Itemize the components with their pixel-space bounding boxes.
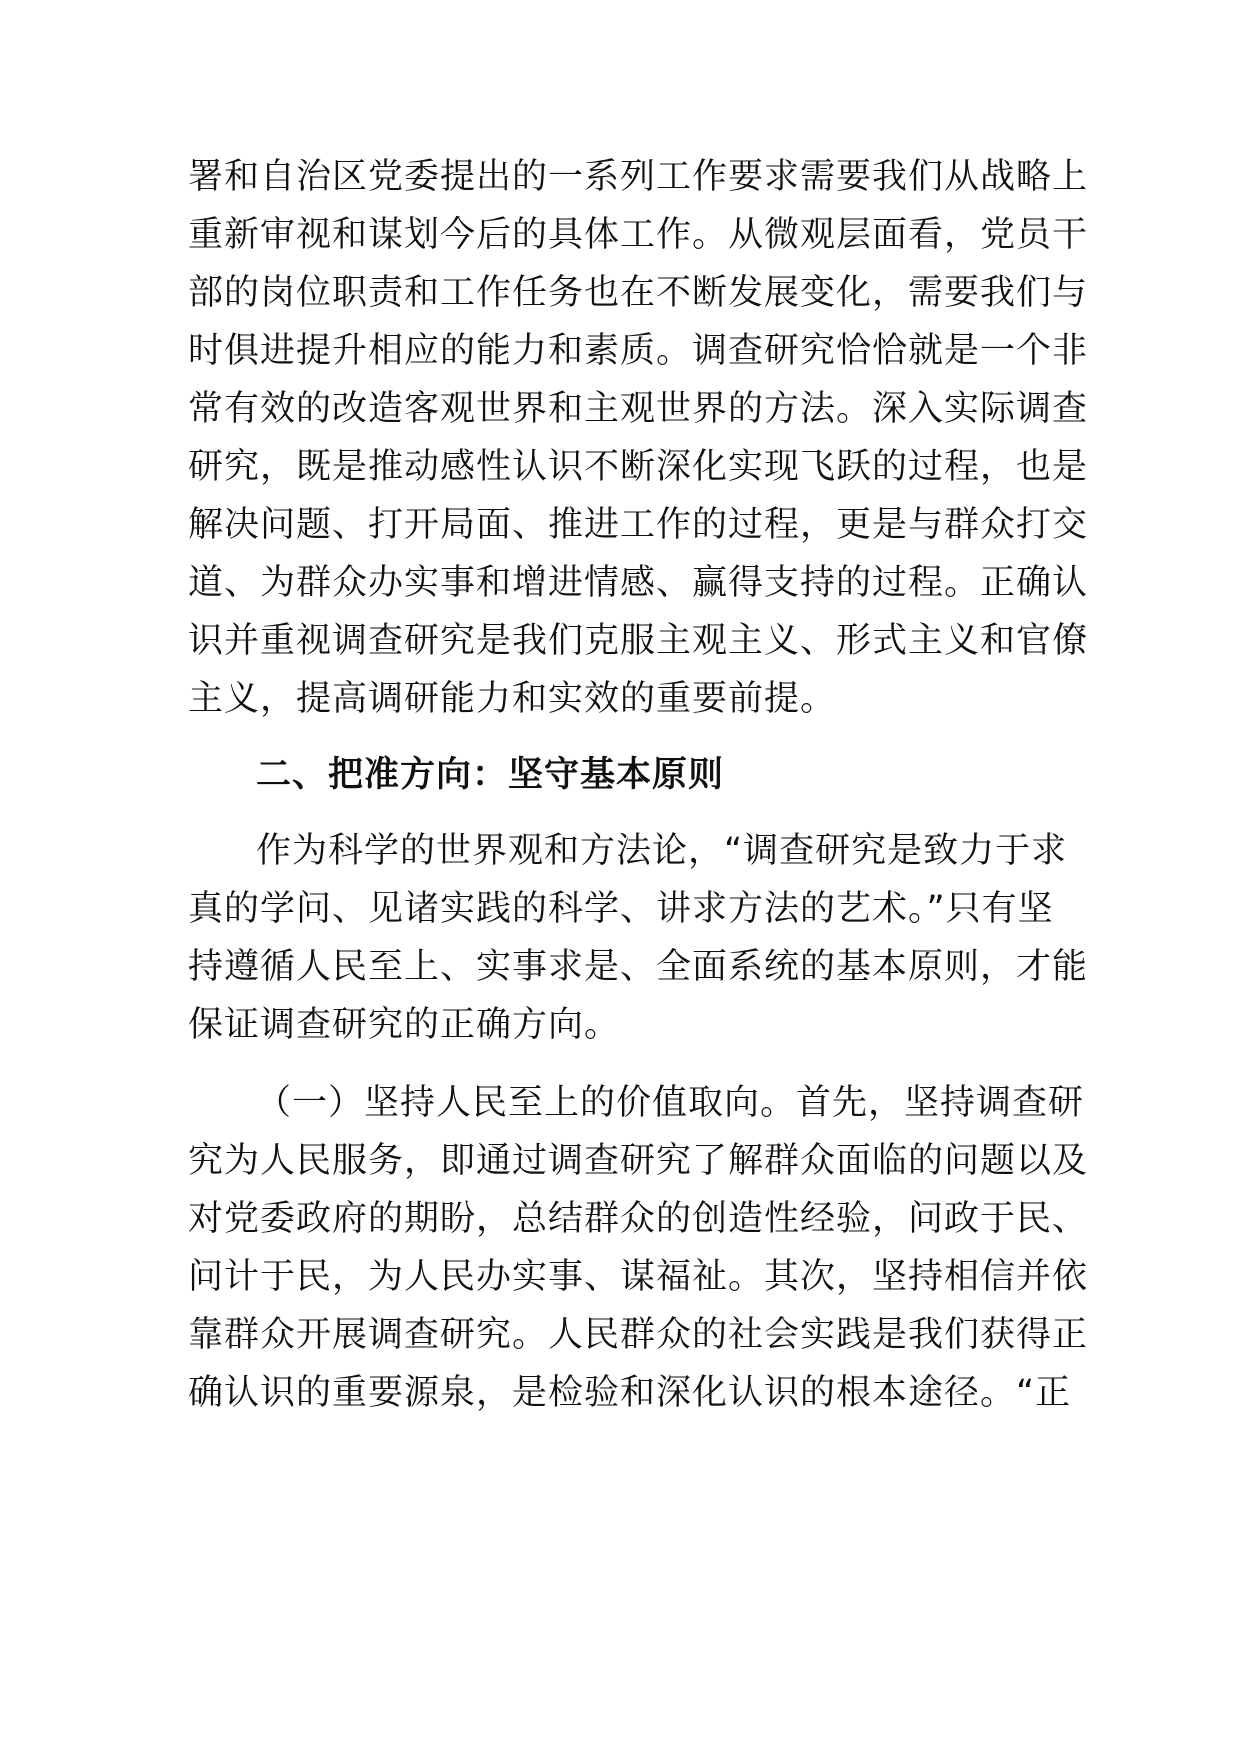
body-line: 部的岗位职责和工作任务也在不断发展变化，需要我们与: [188, 273, 1089, 313]
paragraph-first-line: （一）坚持人民至上的价值取向。首先，坚持调查研: [256, 1083, 1085, 1123]
body-line: 究为人民服务，即通过调查研究了解群众面临的问题以及: [188, 1141, 1089, 1181]
body-line: 解决问题、打开局面、推进工作的过程，更是与群众打交: [188, 505, 1089, 545]
section-heading: 二、把准方向：坚守基本原则: [256, 755, 725, 795]
body-line-last: 保证调查研究的正确方向。: [188, 1005, 621, 1045]
body-line-last: 主义，提高调研能力和实效的重要前提。: [188, 679, 837, 719]
body-line: 持遵循人民至上、实事求是、全面系统的基本原则，才能: [188, 947, 1089, 987]
body-line: 靠群众开展调查研究。人民群众的社会实践是我们获得正: [188, 1315, 1089, 1355]
body-line: 确认识的重要源泉，是检验和深化认识的根本途径。“正: [188, 1373, 1072, 1413]
body-line: 对党委政府的期盼，总结群众的创造性经验，问政于民、: [188, 1199, 1089, 1239]
body-line: 研究，既是推动感性认识不断深化实现飞跃的过程，也是: [188, 447, 1089, 487]
body-line: 常有效的改造客观世界和主观世界的方法。深入实际调查: [188, 389, 1089, 429]
body-line: 识并重视调查研究是我们克服主观主义、形式主义和官僚: [188, 621, 1089, 661]
paragraph-first-line: 作为科学的世界观和方法论，“调查研究是致力于求: [256, 831, 1068, 871]
body-line: 重新审视和谋划今后的具体工作。从微观层面看，党员干: [188, 215, 1089, 255]
body-line: 问计于民，为人民办实事、谋福祉。其次，坚持相信并依: [188, 1257, 1089, 1297]
body-line: 道、为群众办实事和增进情感、赢得支持的过程。正确认: [188, 563, 1089, 603]
body-line: 真的学问、见诸实践的科学、讲求方法的艺术。”只有坚: [188, 889, 1054, 929]
body-line: 署和自治区党委提出的一系列工作要求需要我们从战略上: [188, 157, 1089, 197]
body-line: 时俱进提升相应的能力和素质。调查研究恰恰就是一个非: [188, 331, 1089, 371]
